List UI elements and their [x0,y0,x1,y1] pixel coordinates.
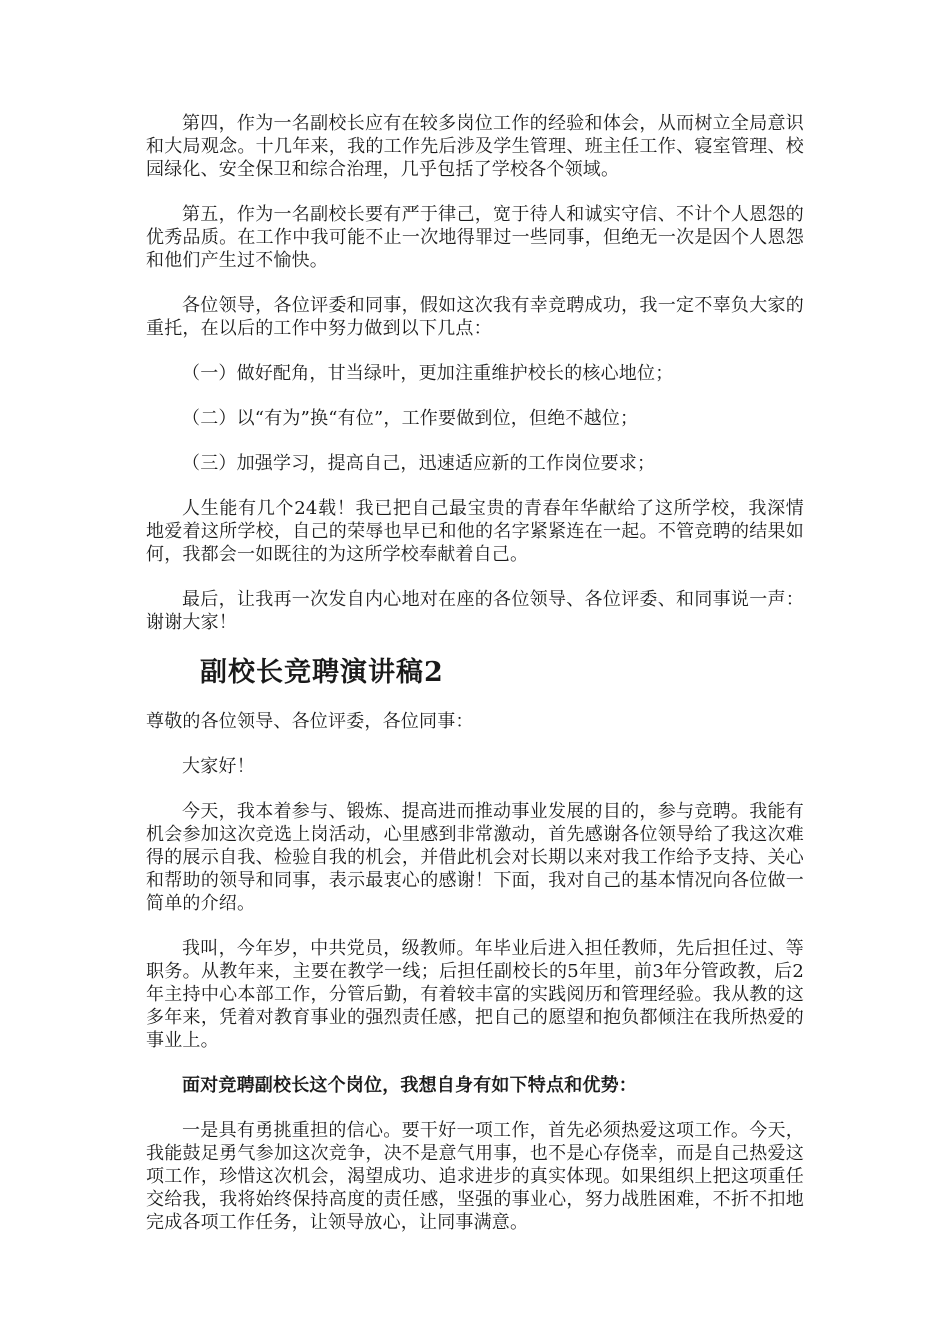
greeting: 大家好！ [182,756,255,777]
paragraph-first-strength: 一是具有勇挑重担的信心。要干好一项工作，首先必须热爱这项工作。今天，我能鼓足勇气参加这次竞争，决不是意气用事，也不是心存侥幸，而是自己热爱这项工作，珍惜这次机会，渴望成功、追求进步的真实体现。如果组织上把这项重任交给我，我将始终保持高度的责任感，坚强的事业心，努力战胜困难，不折不扣地完成各项工作任务，让领导放心，让同事满意。 [146,1120,804,1233]
paragraph-fourth-point: 第四，作为一名副校长应有在较多岗位工作的经验和体会，从而树立全局意识和大局观念。十几年来，我的工作先后涉及学生管理、班主任工作、寝室管理、校园绿化、安全保卫和综合治理，几乎包括了学校各个领域。 [146,113,804,180]
document-page [146,112,804,1256]
list-item-three: （三）加强学习，提高自己，迅速适应新的工作岗位要求； [182,453,656,474]
paragraph-self-introduction: 我叫，今年岁，中共党员，级教师。年毕业后进入担任教师，先后担任过、等职务。从教年来，主要在教学一线；后担任副校长的5年里，前3年分管政教，后2年主持中心本部工作，分管后勤，有着较丰富的实践阅历和管理经验。我从教的这多年来，凭着对教育事业的强烈责任感，把自己的愿望和抱负都倾注在我所热爱的事业上。 [146,938,804,1051]
paragraph-commitment-intro: 各位领导，各位评委和同事，假如这次我有幸竞聘成功，我一定不辜负大家的重托，在以后的工作中努力做到以下几点： [146,295,804,339]
paragraph-fifth-point: 第五，作为一名副校长要有严于律己，宽于待人和诚实守信、不计个人恩怨的优秀品质。在工作中我可能不止一次地得罪过一些同事，但绝无一次是因个人恩怨和他们产生过不愉快。 [146,204,804,271]
section-title: 副校长竞聘演讲稿2 [200,657,444,688]
paragraph-opening: 今天，我本着参与、锻炼、提高进而推动事业发展的目的，参与竞聘。我能有机会参加这次竞选上岗活动，心里感到非常激动，首先感谢各位领导给了我这次难得的展示自我、检验自我的机会，并借此机会对长期以来对我工作给予支持、关心和帮助的领导和同事，表示最衷心的感谢！下面，我对自己的基本情况向各位做一简单的介绍。 [146,801,804,914]
subheading-strengths: 面对竞聘副校长这个岗位，我想自身有如下特点和优势： [182,1075,637,1096]
paragraph-closing-thanks: 最后，让我再一次发自内心地对在座的各位领导、各位评委、和同事说一声：谢谢大家！ [146,589,804,633]
list-item-one: （一）做好配角，甘当绿叶，更加注重维护校长的核心地位； [182,363,674,384]
list-item-two: （二）以“有为”换“有位”，工作要做到位，但绝不越位； [182,408,639,429]
salutation: 尊敬的各位领导、各位评委，各位同事： [146,711,474,732]
paragraph-dedication: 人生能有几个24载！我已把自己最宝贵的青春年华献给了这所学校，我深情地爱着这所学校，自己的荣辱也早已和他的名字紧紧连在一起。不管竞聘的结果如何，我都会一如既往的为这所学校奉献着自己。 [146,498,804,565]
